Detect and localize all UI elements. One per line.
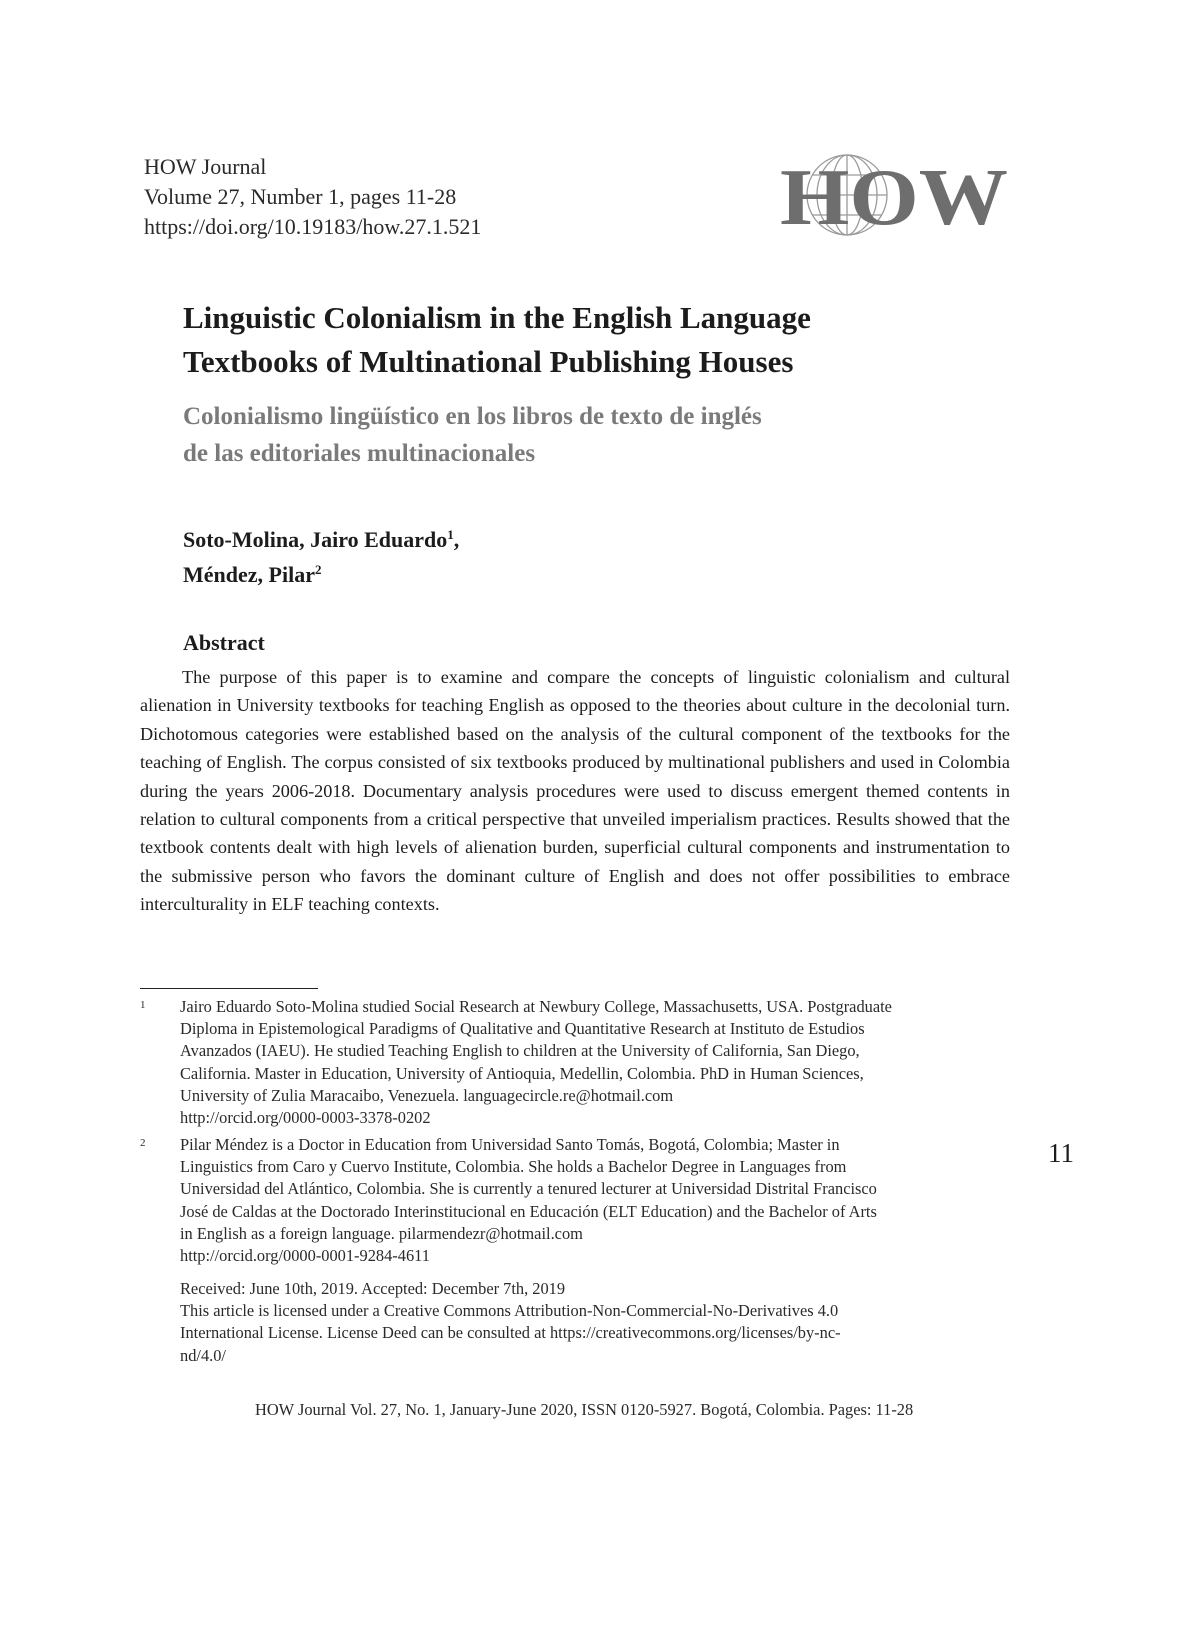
footnote-1 bbox=[140, 996, 1010, 1129]
subtitle-line: de las editoriales multinacionales bbox=[183, 440, 536, 467]
abstract-heading: Abstract bbox=[183, 630, 265, 655]
journal-info bbox=[144, 152, 481, 242]
author-footnote-mark[interactable]: 2 bbox=[314, 562, 322, 577]
received-license bbox=[180, 1278, 1010, 1367]
footnote-line: Linguistics from Caro y Cuervo Institute, Colombia. She holds a Bachelor Degree in Languages from bbox=[180, 1157, 847, 1177]
article-subtitle bbox=[183, 398, 1063, 472]
abstract-body: The purpose of this paper is to examine and compare the concepts of linguistic colonialism and cultural alienation in University textbooks for teaching English as opposed to the theories about culture in the decolonial turn. Dichotomous categories were established based on the analysis of the cultural component of the textbooks for the teaching of English. The corpus consisted of six textbooks produced by multinational publishers and used in Colombia during the years 2006-2018. Documentary analysis procedures were used to discuss emergent themed contents in relation to cultural components from a critical perspective that unveiled imperialism practices. Results showed that the textbook contents dealt with high levels of alienation burden, superficial cultural components and instrumentation to the submissive person who favors the dominant culture of English and does not offer possibilities to embrace interculturality in ELF teaching contexts. bbox=[140, 667, 1010, 915]
footnote-line: California. Master in Education, University of Antioquia, Medellin, Colombia. PhD in Human Sciences, bbox=[180, 1063, 864, 1083]
doi-link[interactable]: https://doi.org/10.19183/how.27.1.521 bbox=[144, 214, 482, 239]
received-dates: Received: June 10th, 2019. Accepted: December 7th, 2019 bbox=[180, 1279, 566, 1298]
title-line: Linguistic Colonialism in the English Language bbox=[183, 300, 811, 335]
journal-logo bbox=[780, 148, 1020, 244]
footnote-line: University of Zulia Maracaibo, Venezuela. languagecircle.re@hotmail.com bbox=[180, 1085, 674, 1105]
orcid-link[interactable]: http://orcid.org/0000-0001-9284-4611 bbox=[180, 1246, 430, 1266]
orcid-link[interactable]: http://orcid.org/0000-0003-3378-0202 bbox=[180, 1108, 431, 1128]
subtitle-line: Colonialismo lingüístico en los libros de texto de inglés bbox=[183, 403, 762, 430]
volume-line: Volume 27, Number 1, pages 11-28 bbox=[144, 184, 457, 209]
footnote-line: José de Caldas at the Doctorado Interinstitucional en Educación (ELT Education) and the Bachelor of Arts bbox=[180, 1201, 877, 1221]
footnote-line: in English as a foreign language. pilarmendezr@hotmail.com bbox=[180, 1223, 583, 1243]
journal-name: HOW Journal bbox=[144, 154, 267, 179]
license-line[interactable]: nd/4.0/ bbox=[180, 1345, 226, 1365]
article-title bbox=[183, 296, 1063, 384]
footnote-line: Pilar Méndez is a Doctor in Education from Universidad Santo Tomás, Bogotá, Colombia; Master in bbox=[180, 1135, 840, 1154]
footnote-text bbox=[180, 1134, 1010, 1267]
footnote-text bbox=[180, 996, 1010, 1129]
footnote-line: Universidad del Atlántico, Colombia. She is currently a tenured lecturer at Universidad Distrital Francisco bbox=[180, 1179, 877, 1199]
author-footnote-mark[interactable]: 1 bbox=[447, 527, 454, 542]
footnote-divider bbox=[140, 988, 318, 989]
author-entry bbox=[183, 557, 459, 592]
author-list bbox=[183, 522, 459, 592]
title-line: Textbooks of Multinational Publishing Houses bbox=[183, 344, 794, 379]
footnote-line: Jairo Eduardo Soto-Molina studied Social Research at Newbury College, Massachusetts, USA. Postgraduate bbox=[180, 997, 892, 1016]
author-separator: , bbox=[453, 527, 460, 552]
footnote-2 bbox=[140, 1134, 1010, 1267]
author-name: Méndez, Pilar bbox=[183, 562, 315, 587]
logo-text: HOW bbox=[780, 154, 1008, 242]
author-entry bbox=[183, 522, 459, 557]
footnote-mark: 1 bbox=[140, 999, 146, 1011]
license-line[interactable]: International License. License Deed can be consulted at https://creativecommons.org/licenses/by-nc- bbox=[180, 1323, 841, 1343]
footnote-line: Diploma in Epistemological Paradigms of Qualitative and Quantitative Research at Instituto de Estudios bbox=[180, 1019, 865, 1039]
footnote-mark: 2 bbox=[140, 1137, 146, 1149]
footnote-line: Avanzados (IAEU). He studied Teaching English to children at the University of California, San Diego, bbox=[180, 1041, 860, 1061]
page-footer: HOW Journal Vol. 27, No. 1, January-June 2020, ISSN 0120-5927. Bogotá, Colombia. Pages: 11-28 bbox=[255, 1400, 914, 1419]
author-name: Soto-Molina, Jairo Eduardo bbox=[183, 527, 448, 552]
page-number: 11 bbox=[1048, 1138, 1074, 1168]
license-line: This article is licensed under a Creative Commons Attribution-Non-Commercial-No-Derivatives 4.0 bbox=[180, 1301, 839, 1321]
